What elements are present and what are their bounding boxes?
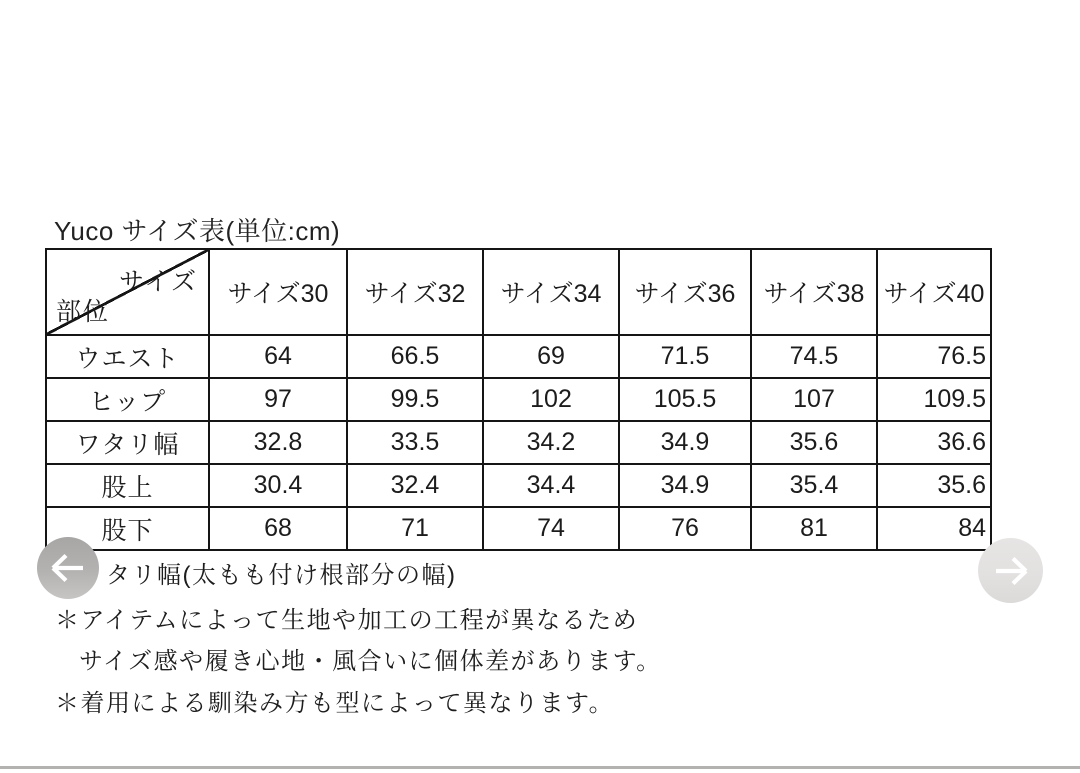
cell-value: 71	[347, 507, 483, 550]
arrow-left-icon	[49, 549, 87, 587]
column-header-size40: サイズ40	[877, 249, 991, 335]
cell-value: 99.5	[347, 378, 483, 421]
cell-value: 102	[483, 378, 619, 421]
cell-value: 64	[209, 335, 347, 378]
row-label: ワタリ幅	[46, 421, 209, 464]
cell-value: 74	[483, 507, 619, 550]
column-header-size38: サイズ38	[751, 249, 877, 335]
cell-value: 34.4	[483, 464, 619, 507]
cell-value: 74.5	[751, 335, 877, 378]
row-label: 股下	[46, 507, 209, 550]
carousel-next-button[interactable]	[978, 538, 1043, 603]
cell-value: 36.6	[877, 421, 991, 464]
table-row-rise	[46, 464, 991, 507]
cell-value: 33.5	[347, 421, 483, 464]
note-thigh-width: タリ幅(太もも付け根部分の幅)	[106, 562, 457, 589]
cell-value: 32.4	[347, 464, 483, 507]
cell-value: 69	[483, 335, 619, 378]
cell-value: 107	[751, 378, 877, 421]
column-header-size34: サイズ34	[483, 249, 619, 335]
cell-value: 84	[877, 507, 991, 550]
cell-value: 66.5	[347, 335, 483, 378]
row-label: 股上	[46, 464, 209, 507]
cell-value: 34.2	[483, 421, 619, 464]
cell-value: 34.9	[619, 421, 751, 464]
note-wear-fit: ＊着用による馴染み方も型によって異なります。	[55, 690, 615, 717]
cell-value: 81	[751, 507, 877, 550]
row-label: ヒップ	[46, 378, 209, 421]
table-row-inseam	[46, 507, 991, 550]
corner-size-label: サイズ	[118, 268, 198, 296]
corner-part-label: 部位	[56, 298, 111, 326]
corner-cell	[46, 249, 209, 335]
table-header-row	[46, 249, 991, 335]
cell-value: 76.5	[877, 335, 991, 378]
cell-value: 68	[209, 507, 347, 550]
table-row-waist	[46, 335, 991, 378]
column-header-size36: サイズ36	[619, 249, 751, 335]
note-individual-difference: サイズ感や履き心地・風合いに個体差があります。	[79, 648, 662, 675]
note-fabric-process: ＊アイテムによって生地や加工の工程が異なるため	[55, 607, 639, 634]
cell-value: 35.4	[751, 464, 877, 507]
cell-value: 105.5	[619, 378, 751, 421]
cell-value: 34.9	[619, 464, 751, 507]
page-title: Yuco サイズ表(単位:cm)	[54, 216, 341, 246]
cell-value: 97	[209, 378, 347, 421]
table-row-hip	[46, 378, 991, 421]
cell-value: 109.5	[877, 378, 991, 421]
arrow-right-icon	[991, 551, 1031, 591]
cell-value: 35.6	[877, 464, 991, 507]
cell-value: 30.4	[209, 464, 347, 507]
cell-value: 35.6	[751, 421, 877, 464]
size-table	[45, 248, 992, 551]
cell-value: 76	[619, 507, 751, 550]
carousel-prev-button[interactable]	[37, 537, 99, 599]
cell-value: 32.8	[209, 421, 347, 464]
row-label: ウエスト	[46, 335, 209, 378]
column-header-size32: サイズ32	[347, 249, 483, 335]
column-header-size30: サイズ30	[209, 249, 347, 335]
bottom-divider	[0, 766, 1080, 769]
table-row-thigh-width	[46, 421, 991, 464]
cell-value: 71.5	[619, 335, 751, 378]
